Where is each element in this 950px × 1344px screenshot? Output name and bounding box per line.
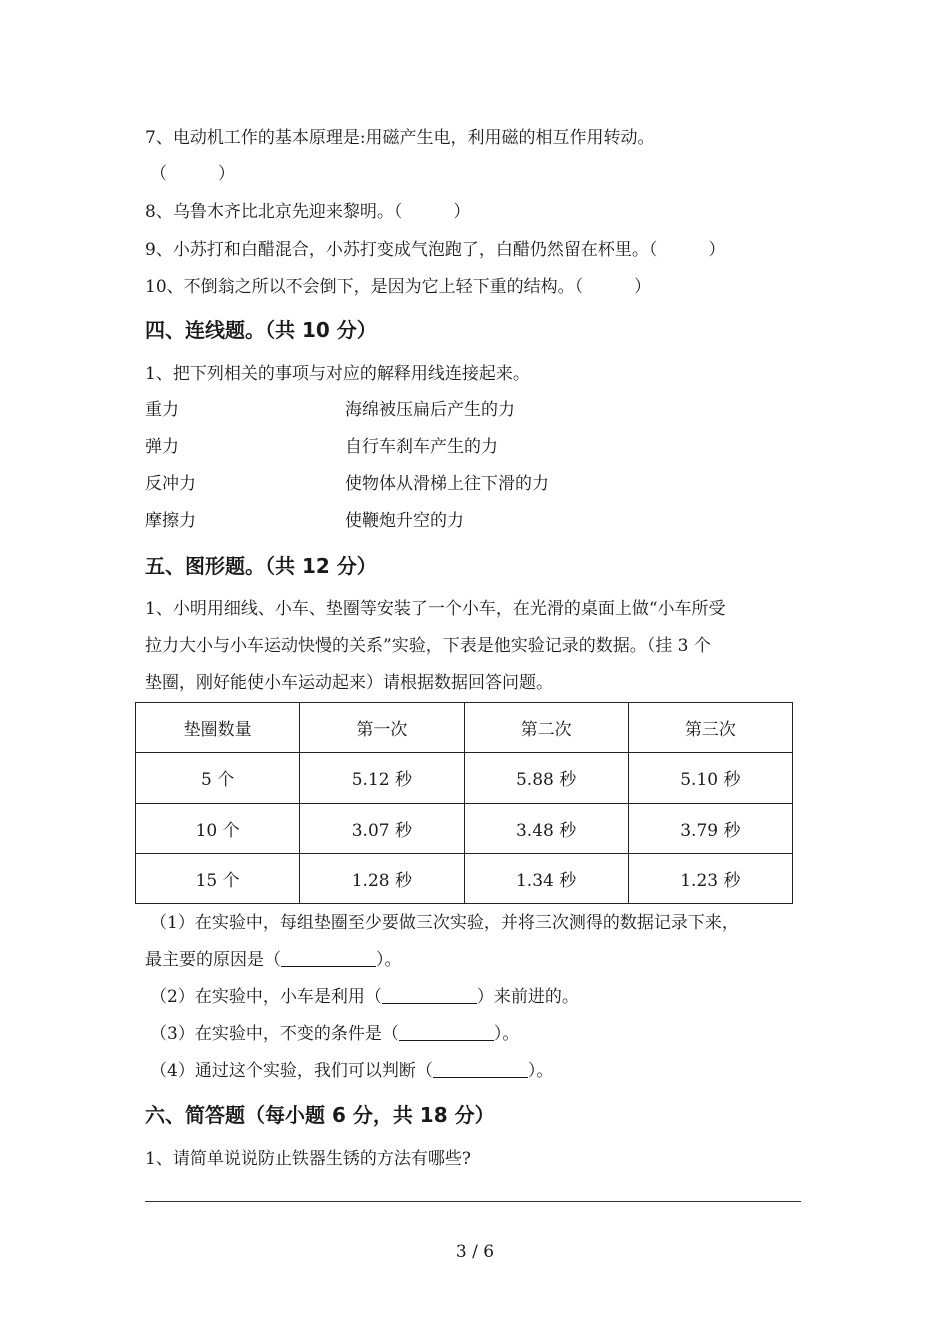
answer-blank[interactable] (399, 1022, 494, 1041)
sub-question-1-line-1: （1）在实验中，每组垫圈至少要做三次实验，并将三次测得的数据记录下来， (150, 913, 739, 933)
judgement-item-7-paren: （ ） (150, 164, 235, 184)
matching-left-4: 摩擦力 (145, 511, 196, 531)
matching-right-3: 使物体从滑梯上往下滑的力 (345, 474, 549, 494)
matching-right-2: 自行车刹车产生的力 (345, 437, 498, 457)
table-cell: 5.12 秒 (300, 753, 464, 803)
table-header-row (136, 703, 793, 753)
table-cell: 5.88 秒 (464, 753, 628, 803)
table-cell: 1.34 秒 (464, 853, 628, 903)
table-header: 第二次 (464, 703, 628, 753)
judgement-item-10: 10、不倒翁之所以不会倒下，是因为它上轻下重的结构。（ ） (145, 277, 652, 297)
section6-question: 1、请简单说说防止铁器生锈的方法有哪些? (145, 1149, 471, 1169)
table-cell: 5.10 秒 (628, 753, 792, 803)
table-row (136, 753, 793, 803)
section5-intro-line-3: 垫圈，刚好能使小车运动起来）请根据数据回答问题。 (145, 673, 553, 693)
table-header: 第三次 (628, 703, 792, 753)
table-cell: 10 个 (136, 803, 300, 853)
table-header: 第一次 (300, 703, 464, 753)
answer-blank[interactable] (281, 948, 376, 967)
answer-blank[interactable] (382, 985, 477, 1004)
section5-intro-line-2: 拉力大小与小车运动快慢的关系”实验，下表是他实验记录的数据。（挂 3 个 (145, 636, 711, 656)
section4-question: 1、把下列相关的事项与对应的解释用线连接起来。 (145, 364, 530, 384)
section5-title: 五、图形题。（共 12 分） (145, 554, 377, 578)
matching-left-1: 重力 (145, 400, 179, 420)
matching-left-3: 反冲力 (145, 474, 196, 494)
answer-blank[interactable] (433, 1059, 528, 1078)
section5-intro-line-1: 1、小明用细线、小车、垫圈等安装了一个小车，在光滑的桌面上做“小车所受 (145, 599, 726, 619)
section6-title: 六、简答题（每小题 6 分，共 18 分） (145, 1103, 495, 1127)
table-cell: 3.07 秒 (300, 803, 464, 853)
judgement-item-9: 9、小苏打和白醋混合，小苏打变成气泡跑了，白醋仍然留在杯里。（ ） (145, 240, 726, 260)
section4-title: 四、连线题。（共 10 分） (145, 318, 377, 342)
experiment-table (135, 702, 793, 904)
judgement-item-8: 8、乌鲁木齐比北京先迎来黎明。（ ） (145, 202, 471, 222)
table-cell: 3.79 秒 (628, 803, 792, 853)
page-number: 3 / 6 (455, 1242, 495, 1262)
judgement-item-7: 7、电动机工作的基本原理是:用磁产生电，利用磁的相互作用转动。 (145, 128, 655, 148)
matching-left-2: 弹力 (145, 437, 179, 457)
table-cell: 1.23 秒 (628, 853, 792, 903)
table-cell: 5 个 (136, 753, 300, 803)
table-header: 垫圈数量 (136, 703, 300, 753)
sub-question-2: （2）在实验中，小车是利用（ ）来前进的。 (150, 987, 579, 1007)
matching-right-1: 海绵被压扁后产生的力 (345, 400, 515, 420)
sub-question-1-line-2: 最主要的原因是（ ）。 (145, 950, 402, 970)
answer-line[interactable] (145, 1201, 801, 1202)
table-cell: 1.28 秒 (300, 853, 464, 903)
table-cell: 15 个 (136, 853, 300, 903)
matching-right-4: 使鞭炮升空的力 (345, 511, 464, 531)
sub-question-4: （4）通过这个实验，我们可以判断（ ）。 (150, 1061, 554, 1081)
table-row (136, 853, 793, 903)
table-row (136, 803, 793, 853)
table-cell: 3.48 秒 (464, 803, 628, 853)
sub-question-3: （3）在实验中，不变的条件是（ ）。 (150, 1024, 520, 1044)
